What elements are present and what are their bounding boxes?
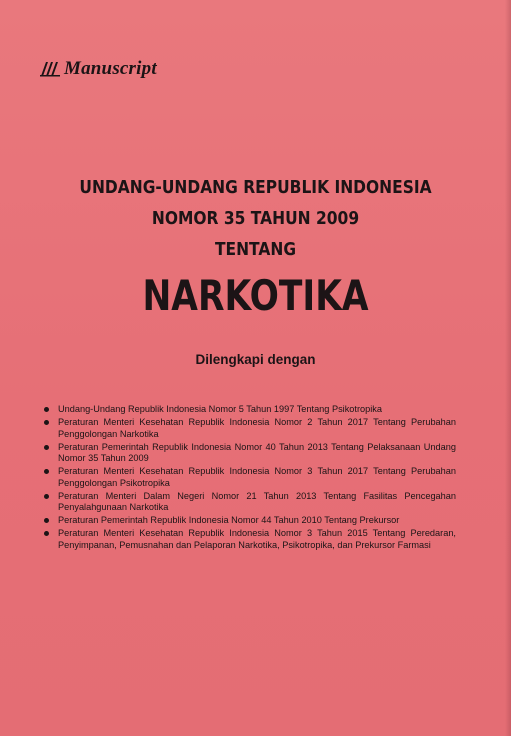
title-line-2: NOMOR 35 TAHUN 2009 bbox=[151, 208, 360, 229]
list-item bbox=[44, 442, 456, 465]
list-item bbox=[44, 515, 456, 527]
list-item-text: Peraturan Pemerintah Republik Indonesia Nomor 40 Tahun 2013 Tentang Pelaksanaan Undang Nomor 35 Tahun 2009 bbox=[58, 441, 456, 463]
publisher-brand bbox=[40, 58, 157, 80]
list-item-text: Undang-Undang Republik Indonesia Nomor 5 Tahun 1997 Tentang Psikotropika bbox=[58, 404, 382, 414]
bullet-icon bbox=[44, 494, 49, 499]
list-item bbox=[44, 528, 456, 551]
cover-edge-shadow bbox=[505, 0, 511, 736]
list-item bbox=[44, 491, 456, 514]
title-line-3: TENTANG bbox=[214, 239, 297, 260]
manuscript-logo-icon bbox=[40, 61, 60, 77]
list-item-text: Peraturan Menteri Kesehatan Republik Indonesia Nomor 3 Tahun 2017 Tentang Perubahan Penggolongan Psikotropika bbox=[58, 466, 456, 488]
list-item bbox=[44, 417, 456, 440]
bullet-icon bbox=[44, 531, 49, 536]
list-item-text: Peraturan Menteri Kesehatan Republik Indonesia Nomor 2 Tahun 2017 Tentang Perubahan Penggolongan Narkotika bbox=[58, 417, 456, 439]
subtitle: Dilengkapi dengan bbox=[195, 352, 316, 367]
included-regulations-list bbox=[44, 404, 456, 553]
list-item bbox=[44, 466, 456, 489]
bullet-icon bbox=[44, 445, 49, 450]
title-block bbox=[0, 172, 511, 321]
list-item-text: Peraturan Pemerintah Republik Indonesia Nomor 44 Tahun 2010 Tentang Prekursor bbox=[58, 515, 400, 525]
title-line-1: UNDANG-UNDANG REPUBLIK INDONESIA bbox=[79, 177, 432, 198]
list-item-text: Peraturan Menteri Kesehatan Republik Indonesia Nomor 3 Tahun 2015 Tentang Peredaran, Penyimpanan, Pemusnahan dan Pelaporan Narkotika, Psikotropika, dan Prekursor Farmasi bbox=[58, 528, 456, 550]
main-title: NARKOTIKA bbox=[142, 271, 369, 320]
bullet-icon bbox=[44, 420, 49, 425]
bullet-icon bbox=[44, 518, 49, 523]
bullet-icon bbox=[44, 407, 49, 412]
list-item-text: Peraturan Menteri Dalam Negeri Nomor 21 Tahun 2013 Tentang Fasilitas Pencegahan Penyalahgunaan Narkotika bbox=[58, 490, 456, 512]
publisher-name: Manuscript bbox=[64, 58, 157, 79]
list-item bbox=[44, 404, 456, 416]
bullet-icon bbox=[44, 469, 49, 474]
